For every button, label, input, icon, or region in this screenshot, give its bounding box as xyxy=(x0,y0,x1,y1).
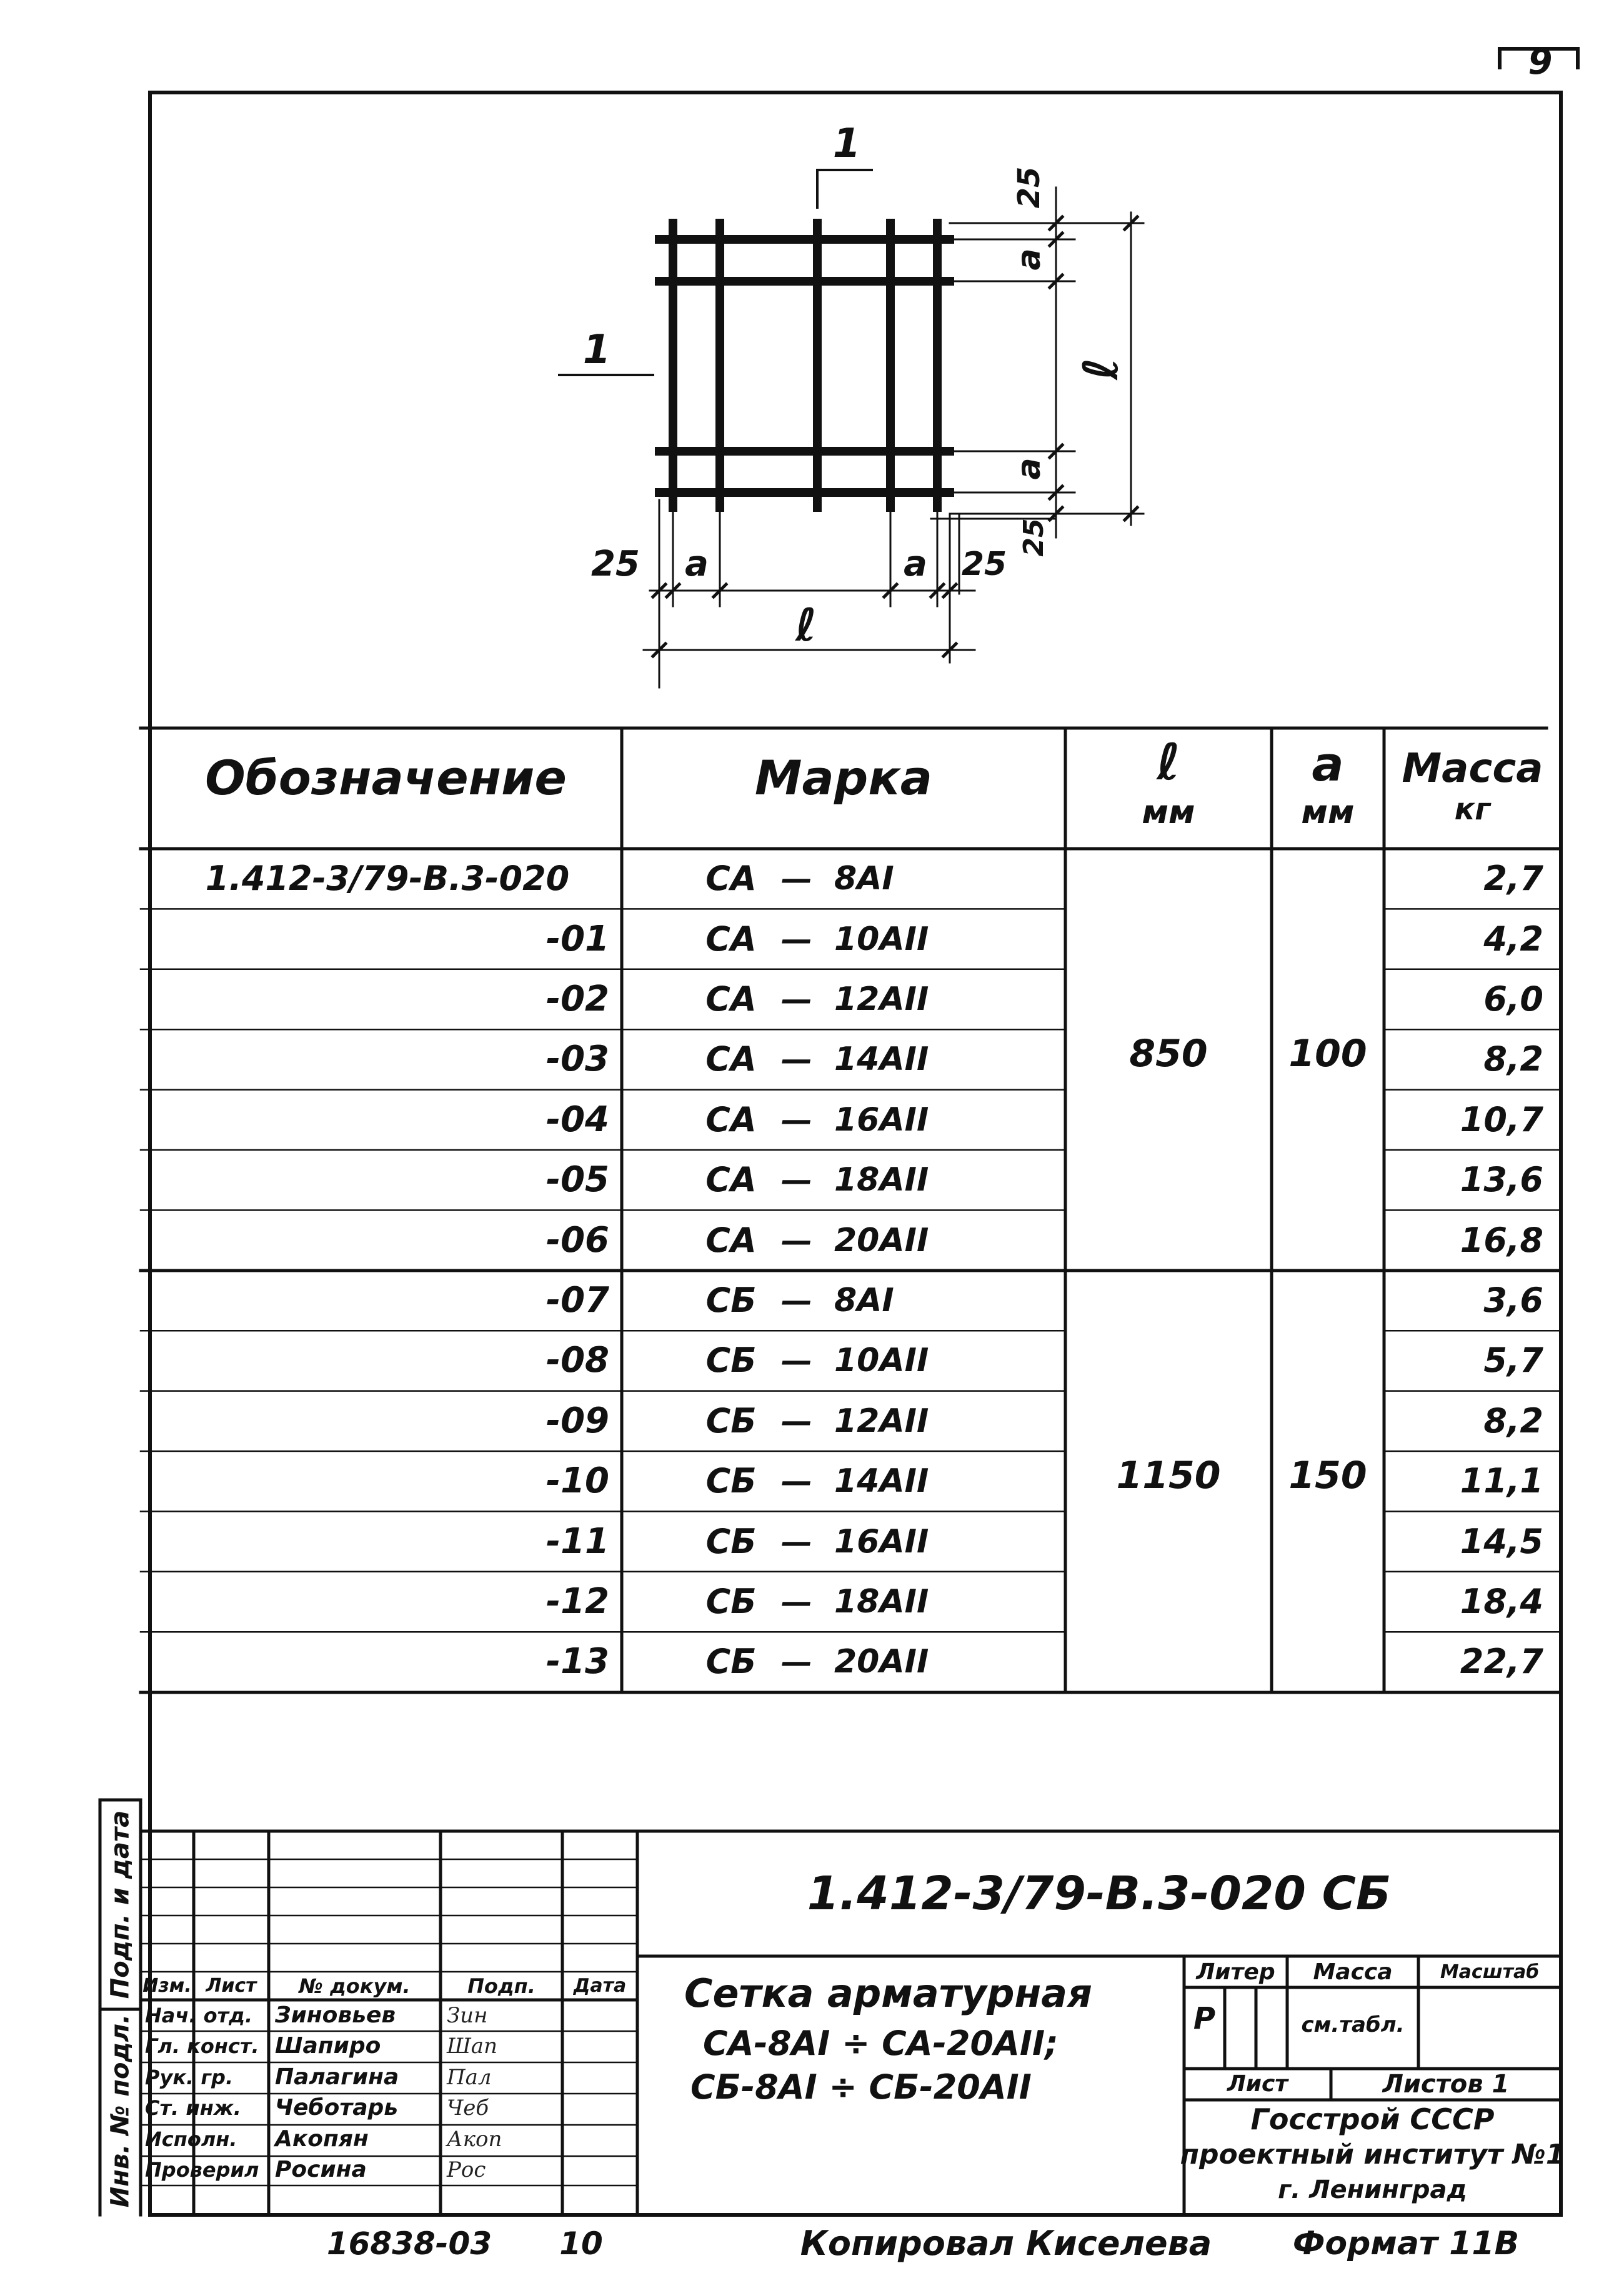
dim-25-right-bottom: 25 xyxy=(1018,518,1050,557)
header-l-unit: мм xyxy=(1142,794,1195,831)
stamp-col-date: Дата xyxy=(573,1974,627,1997)
row-mark-suffix: 18АII xyxy=(834,1582,929,1621)
row-mass: 3,6 xyxy=(1483,1280,1543,1320)
stamp-name: Шапиро xyxy=(275,2033,381,2059)
row-mark-suffix: 16АII xyxy=(834,1522,929,1561)
group1-l: 850 xyxy=(1129,1032,1208,1076)
row-mark-suffix: 16АII xyxy=(834,1101,929,1139)
dim-a-right-top: a xyxy=(1010,248,1048,271)
row-mark-suffix: 14АII xyxy=(834,1041,929,1079)
row-mark-prefix: СБ xyxy=(705,1341,757,1381)
row-mark-dash: — xyxy=(781,1523,812,1560)
row-mark-dash: — xyxy=(781,1101,812,1138)
stamp-col-doc: № докум. xyxy=(299,1974,411,1998)
stamp-org-3: г. Ленинград xyxy=(1278,2175,1467,2204)
stamp-scale-label: Масштаб xyxy=(1440,1961,1540,1983)
row-mark-dash: — xyxy=(781,861,812,897)
row-designation: 1.412-3/79-В.3-020 xyxy=(205,859,570,899)
dim-25-bottom-left: 25 xyxy=(591,544,640,584)
row-mark-prefix: СА xyxy=(705,919,757,959)
row-mass: 8,2 xyxy=(1483,1401,1543,1441)
header-designation: Обозначение xyxy=(205,750,567,806)
row-mark-prefix: СА xyxy=(705,979,757,1019)
stamp-name: Зиновьев xyxy=(275,2002,396,2028)
row-mark-suffix: 8АI xyxy=(834,860,894,898)
header-mark: Марка xyxy=(754,750,933,806)
row-mark-suffix: 18АII xyxy=(834,1161,929,1199)
row-designation: -11 xyxy=(545,1521,609,1562)
stamp-liter-label: Литер xyxy=(1196,1959,1275,1985)
row-mark-suffix: 10АII xyxy=(834,920,929,958)
header-l: ℓ xyxy=(1157,733,1180,791)
row-designation: -02 xyxy=(545,978,609,1019)
row-mass: 4,2 xyxy=(1483,919,1543,959)
stamp-org-2: проектный институт №1 xyxy=(1180,2139,1565,2171)
dim-a-right-bottom: a xyxy=(1010,457,1048,480)
row-mark-suffix: 20АII xyxy=(834,1221,929,1259)
row-mark-prefix: СА xyxy=(705,1220,757,1260)
row-mark-suffix: 20АII xyxy=(834,1643,929,1681)
dim-a-bottom-right: a xyxy=(904,544,927,584)
stamp-name: Акопян xyxy=(275,2126,369,2152)
stamp-role: Гл. конст. xyxy=(145,2034,259,2059)
sheet-number: 9 xyxy=(1528,42,1553,82)
row-mark-prefix: СБ xyxy=(705,1521,757,1561)
stamp-signature: Шап xyxy=(447,2034,497,2059)
header-a-unit: мм xyxy=(1301,794,1355,831)
row-designation: -09 xyxy=(545,1400,609,1441)
row-mark-prefix: СА xyxy=(705,1099,757,1139)
row-mass: 8,2 xyxy=(1483,1039,1543,1079)
row-mark-prefix: СБ xyxy=(705,1581,757,1621)
header-a: a xyxy=(1312,736,1344,792)
stamp-sheets-label: Листов 1 xyxy=(1382,2070,1510,2099)
row-designation: -01 xyxy=(545,918,609,959)
row-mark-dash: — xyxy=(781,1342,812,1379)
row-mark-dash: — xyxy=(781,1583,812,1620)
stamp-sheet-label: Лист xyxy=(1227,2071,1288,2097)
stamp-col-izm: Изм. xyxy=(142,1974,192,1997)
header-mass-unit: кг xyxy=(1454,792,1491,827)
row-designation: -04 xyxy=(545,1099,609,1140)
stamp-mass-value: см.табл. xyxy=(1301,2012,1405,2037)
stamp-signature: Зин xyxy=(447,2002,488,2028)
side-label-inv: Инв. № подл. xyxy=(106,2014,134,2208)
dim-l-right: ℓ xyxy=(1073,357,1128,380)
dim-25-right-top: 25 xyxy=(1012,166,1047,209)
stamp-signature: Чеб xyxy=(447,2096,489,2121)
section-label-top: 1 xyxy=(832,121,861,167)
row-mass: 10,7 xyxy=(1460,1099,1543,1139)
row-mark-prefix: СБ xyxy=(705,1280,757,1320)
row-designation: -13 xyxy=(545,1641,609,1682)
section-label-left: 1 xyxy=(582,327,611,373)
stamp-col-sign: Подп. xyxy=(467,1974,536,1998)
row-designation: -12 xyxy=(545,1581,609,1622)
row-mark-dash: — xyxy=(781,1644,812,1681)
side-label-sign: Подп. и дата xyxy=(106,1810,134,1999)
row-mass: 6,0 xyxy=(1483,979,1543,1019)
row-mark-suffix: 12АII xyxy=(834,1402,929,1440)
stamp-role: Исполн. xyxy=(145,2127,237,2151)
format-label: Формат 11В xyxy=(1292,2225,1520,2262)
stamp-role: Рук. гр. xyxy=(145,2065,234,2089)
stamp-role: Ст. инж. xyxy=(145,2096,241,2121)
stamp-role: Проверил xyxy=(145,2158,259,2182)
row-mass: 22,7 xyxy=(1460,1642,1543,1682)
group2-a: 150 xyxy=(1288,1454,1367,1497)
mesh xyxy=(659,223,950,507)
stamp-org-1: Госстрой СССР xyxy=(1250,2102,1495,2136)
row-mark-dash: — xyxy=(781,1463,812,1500)
row-mass: 14,5 xyxy=(1460,1521,1543,1561)
stamp-doc-code: 1.412-3/79-В.3-020 СБ xyxy=(807,1867,1392,1921)
row-mark-prefix: СБ xyxy=(705,1642,757,1682)
row-mass: 11,1 xyxy=(1460,1461,1543,1501)
dim-a-bottom-left: a xyxy=(685,544,709,584)
row-designation: -07 xyxy=(545,1279,609,1321)
row-mass: 16,8 xyxy=(1460,1220,1543,1260)
stamp-liter-value: Р xyxy=(1193,2001,1216,2036)
stamp-signature: Пал xyxy=(447,2064,492,2090)
row-mass: 2,7 xyxy=(1483,859,1543,899)
row-mark-prefix: СА xyxy=(705,1039,757,1079)
stamp-name: Росина xyxy=(275,2157,367,2183)
row-designation: -10 xyxy=(545,1461,609,1502)
bottom-num: 10 xyxy=(559,2226,603,2262)
row-mark-dash: — xyxy=(781,1041,812,1078)
stamp-name: Палагина xyxy=(275,2064,399,2090)
row-mark-prefix: СА xyxy=(705,1160,757,1200)
row-mark-prefix: СА xyxy=(705,859,757,899)
stamp-title-1: Сетка арматурная xyxy=(684,1971,1092,2016)
row-mark-dash: — xyxy=(781,1402,812,1439)
stamp-signature: Акоп xyxy=(447,2126,502,2152)
row-designation: -05 xyxy=(545,1159,609,1201)
row-mark-suffix: 10АII xyxy=(834,1342,929,1380)
group2-l: 1150 xyxy=(1116,1454,1221,1497)
stamp-title-3: СБ-8АI ÷ СБ-20АII xyxy=(690,2067,1032,2107)
row-mark-dash: — xyxy=(781,1282,812,1319)
header-mass: Масса xyxy=(1402,746,1543,792)
dim-l-bottom: ℓ xyxy=(795,599,817,651)
row-mark-dash: — xyxy=(781,921,812,957)
stamp-title-2: СА-8АI ÷ СА-20АII; xyxy=(703,2024,1059,2063)
stamp-mass-label: Масса xyxy=(1313,1959,1393,1985)
group1-a: 100 xyxy=(1288,1032,1367,1076)
row-mass: 18,4 xyxy=(1460,1581,1543,1621)
row-mark-suffix: 12АII xyxy=(834,980,929,1018)
bottom-code: 16838-03 xyxy=(326,2226,492,2262)
stamp-signature: Рос xyxy=(447,2157,486,2183)
row-mark-prefix: СБ xyxy=(705,1461,757,1501)
row-mass: 13,6 xyxy=(1460,1160,1543,1200)
row-designation: -03 xyxy=(545,1039,609,1080)
row-mark-dash: — xyxy=(781,1162,812,1199)
row-mark-suffix: 14АII xyxy=(834,1462,929,1501)
copied-by: Копировал Киселева xyxy=(800,2224,1212,2263)
row-designation: -08 xyxy=(545,1340,609,1381)
stamp-role: Нач. отд. xyxy=(145,2003,253,2027)
row-mark-dash: — xyxy=(781,1222,812,1259)
row-mark-suffix: 8АI xyxy=(834,1281,894,1319)
stamp-name: Чеботарь xyxy=(275,2095,399,2121)
row-designation: -06 xyxy=(545,1219,609,1261)
dim-25-bottom-right: 25 xyxy=(961,546,1007,583)
row-mark-dash: — xyxy=(781,981,812,1017)
row-mark-prefix: СБ xyxy=(705,1401,757,1441)
row-mass: 5,7 xyxy=(1483,1341,1543,1381)
stamp-col-list: Лист xyxy=(206,1974,257,1997)
